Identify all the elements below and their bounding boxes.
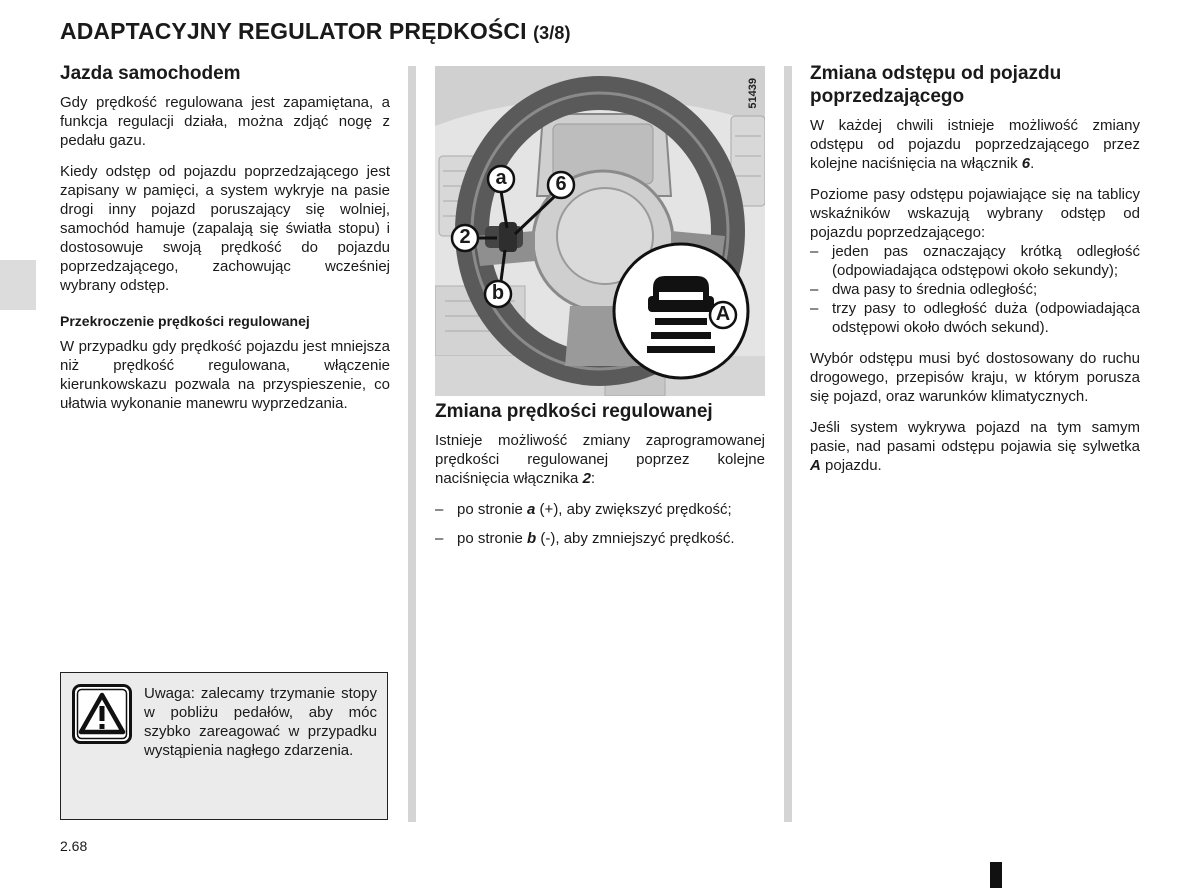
figure-number: 51439: [747, 78, 759, 109]
speed-change-list: [435, 500, 765, 548]
paragraph: Poziome pasy odstępu pojawiające się na tablicy wskaźników wskazują wybrany odstęp od pojazdu poprzedzającego:: [810, 186, 1140, 241]
paragraph: Jeśli system wykrywa pojazd na tym samym pasie, nad pasami odstępu pojawia się sylwetka A pojazdu.: [810, 419, 1140, 474]
callout-6-label: 6: [555, 173, 567, 195]
callout-a-label: a: [495, 167, 507, 189]
list-item: – jeden pas oznaczający krótką odległość (odpowiadająca odstępowi około sekundy);: [810, 242, 1140, 280]
callout-2-label: 2: [459, 226, 471, 248]
distance-list: [810, 242, 1140, 337]
page-title: ADAPTACYJNY REGULATOR PRĘDKOŚCI (3/8): [60, 18, 571, 44]
subheading-speed-exceed: Przekroczenie prędkości regulowanej: [60, 313, 310, 329]
section-heading-speed-change: Zmiana prędkości regulowanej: [435, 401, 713, 422]
paragraph: Kiedy odstęp od pojazdu poprzedzającego jest zapisany w pamięci, a system wykryje na pasie drogi inny pojazd poruszający się wolniej, samochód hamuje (zapalają się światła stopu) i dostosowuje swoją prędkość do pojazdu poprzedzającego, zachowując wcześniej wybrany odstęp.: [60, 163, 390, 294]
callout-b-label: b: [491, 282, 505, 304]
list-item: – trzy pasy to odległość duża (odpowiadająca odstępowi około dwóch sekund).: [810, 299, 1140, 337]
section-heading-distance-change: Zmiana odstępu od pojazdu poprzedzającego: [810, 63, 1062, 107]
warning-text: Uwaga: zalecamy trzymanie stopy w pobliżu pedałów, aby móc szybko zareagować w przypadku wystąpienia nagłego zdarzenia.: [144, 685, 377, 759]
steering-wheel-figure: [435, 66, 765, 396]
column-right: [810, 62, 1140, 487]
warning-text-block: [72, 684, 377, 760]
warning-triangle-icon: [72, 684, 132, 744]
paragraph: Gdy prędkość regulowana jest zapamiętana, a funkcja regulacji działa, można zdjąć nogę z pedału gazu.: [60, 94, 390, 149]
page-number: 2.68: [60, 838, 88, 854]
list-item: – dwa pasy to średnia odległość;: [810, 280, 1140, 299]
section-heading-driving: Jazda samochodem: [60, 63, 241, 84]
column-middle: [435, 400, 765, 558]
list-item: – po stronie b (-), aby zmniejszyć prędkość.: [435, 529, 765, 548]
list-item: – po stronie a (+), aby zwiększyć prędkość;: [435, 500, 765, 519]
column-divider: [408, 66, 416, 822]
paragraph: Wybór odstępu musi być dostosowany do ruchu drogowego, przepisów kraju, w którym porusza się pojazd, oraz warunków klimatycznych.: [810, 350, 1140, 405]
page-title-suffix: (3/8): [533, 23, 571, 43]
column-left: [60, 62, 390, 425]
column-divider: [784, 66, 792, 822]
corner-marker: [990, 862, 1002, 888]
callout-A-label: A: [715, 303, 731, 325]
paragraph: W każdej chwili istnieje możliwość zmiany odstępu od pojazdu poprzedzającego przez kolejne naciśnięcia na włącznik 6.: [810, 117, 1140, 172]
paragraph: Istnieje możliwość zmiany zaprogramowanej prędkości regulowanej poprzez kolejne naciśnięcia włącznika 2:: [435, 432, 765, 487]
callout-layer: [435, 66, 765, 396]
paragraph: W przypadku gdy prędkość pojazdu jest mniejsza niż prędkość regulowana, włączenie kierunkowskazu pozwala na przyspieszenie, co ułatwia wykonanie manewru wyprzedzania.: [60, 338, 390, 412]
chapter-tab: [0, 260, 36, 310]
